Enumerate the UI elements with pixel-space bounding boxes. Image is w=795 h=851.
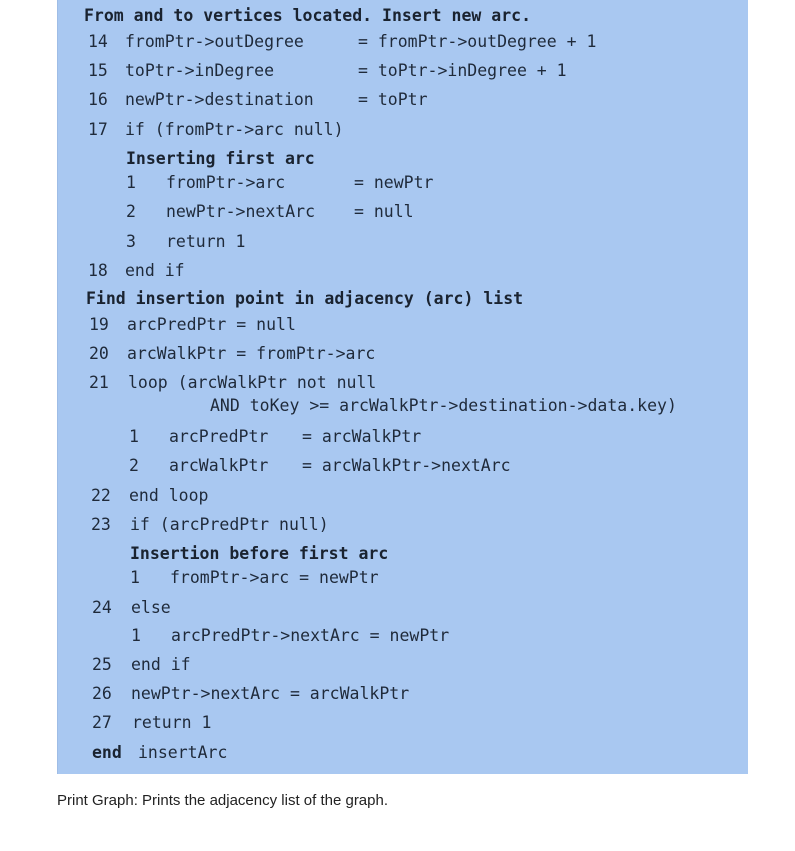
code-section-label: Inserting first arc [126,149,315,168]
code-line: 25 end if [92,655,191,674]
code-line: 3 return 1 [126,232,246,251]
code-line: 21 loop (arcWalkPtr not null [89,373,377,392]
code-line: 24 else [92,598,171,617]
code-line: 18 end if [88,261,185,280]
code-panel [57,0,748,774]
code-line: 22 end loop [91,486,209,505]
code-line: 14 fromPtr->outDegree = fromPtr->outDegree + 1 [88,32,597,51]
code-line: 2 arcWalkPtr = arcWalkPtr->nextArc [129,456,511,475]
code-line: 17 if (fromPtr->arc null) [88,120,344,139]
code-header: From and to vertices located. Insert new arc. [84,6,532,25]
code-line-continuation: AND toKey >= arcWalkPtr->destination->data.key) [210,396,677,415]
code-line: 1 arcPredPtr = arcWalkPtr [129,427,422,446]
code-line: 23 if (arcPredPtr null) [91,515,329,534]
code-section-label: Find insertion point in adjacency (arc) list [86,289,524,308]
code-line: 20 arcWalkPtr = fromPtr->arc [89,344,376,363]
code-section-label: Insertion before first arc [130,544,389,563]
code-line: 1 fromPtr->arc = newPtr [130,568,379,587]
code-line-end: end insertArc [92,743,228,762]
code-line: 26 newPtr->nextArc = arcWalkPtr [92,684,410,703]
code-line: 1 fromPtr->arc = newPtr [126,173,434,192]
caption: Print Graph: Prints the adjacency list of the graph. [57,792,389,809]
code-line: 2 newPtr->nextArc = null [126,202,414,221]
code-line: 16 newPtr->destination = toPtr [88,90,428,109]
code-line: 27 return 1 [92,713,212,732]
code-line: 15 toPtr->inDegree = toPtr->inDegree + 1 [88,61,567,80]
code-line: 1 arcPredPtr->nextArc = newPtr [131,626,450,645]
code-line: 19 arcPredPtr = null [89,315,296,334]
